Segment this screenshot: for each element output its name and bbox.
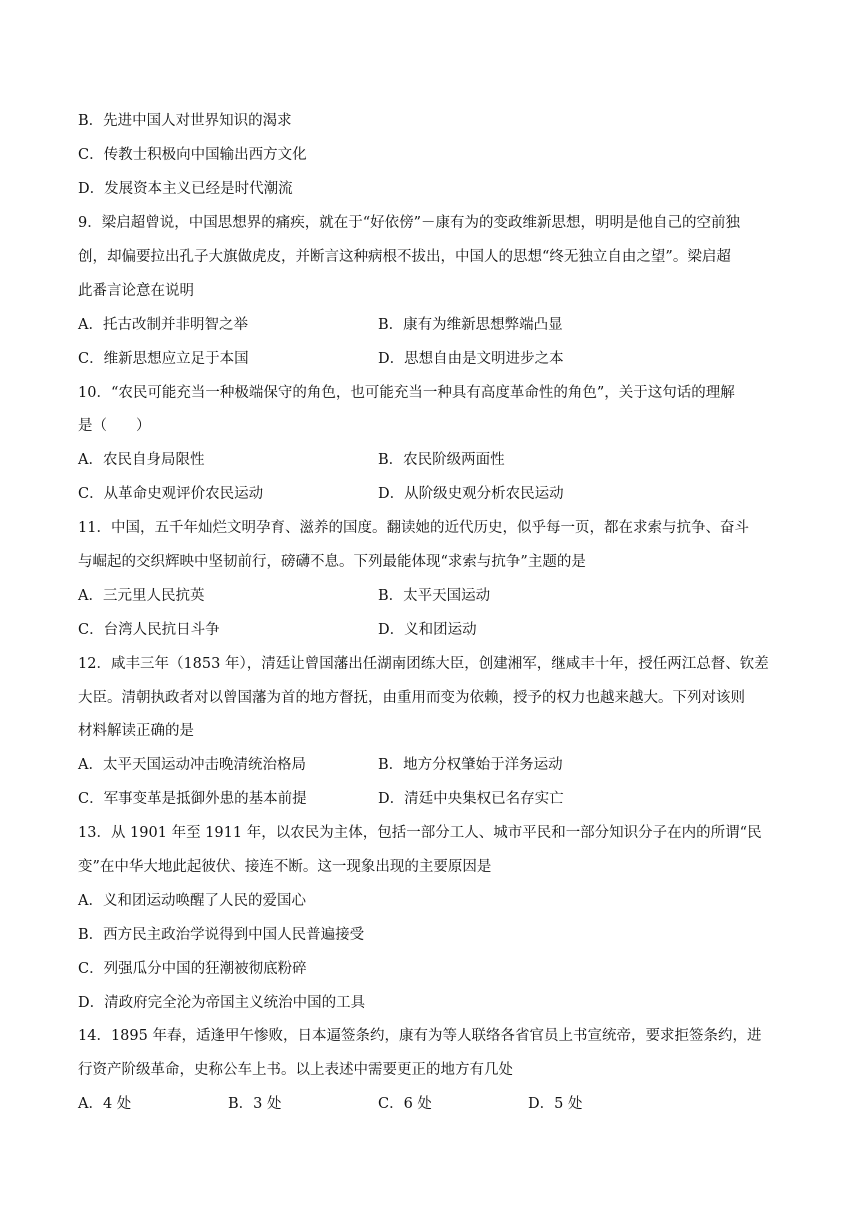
q11-option-c: C．台湾人民抗日斗争 [78, 622, 220, 638]
q13-option-b: B．西方民主政治学说得到中国人民普遍接受 [78, 927, 365, 943]
q13-stem-line-1: 13．从 1901 年至 1911 年，以农民为主体，包括一部分工人、城市平民和一部分知识分子在内的所谓“民 [78, 825, 762, 841]
q10-stem-line-2: 是（ ） [78, 418, 151, 434]
q10-option-b: B．农民阶级两面性 [378, 452, 505, 468]
q14-stem-line-2: 行资产阶级革命，史称公车上书。以上表述中需要更正的地方有几处 [78, 1062, 513, 1078]
q12-option-c: C．军事变革是抵御外患的基本前提 [78, 791, 307, 807]
q10-option-d: D．从阶级史观分析农民运动 [378, 486, 564, 502]
q14-option-b: B．3 处 [228, 1096, 282, 1112]
q12-option-a: A．太平天国运动冲击晚清统治格局 [78, 757, 306, 773]
q13-option-d: D．清政府完全沦为帝国主义统治中国的工具 [78, 995, 366, 1011]
q9-option-b: B．康有为维新思想弊端凸显 [378, 317, 563, 333]
q13-option-c: C．列强瓜分中国的狂潮被彻底粉碎 [78, 961, 307, 977]
q8-option-c: C．传教士积极向中国输出西方文化 [78, 147, 307, 163]
q10-option-a: A．农民自身局限性 [78, 452, 205, 468]
q11-option-a: A．三元里人民抗英 [78, 588, 205, 604]
q12-stem-line-1: 12．咸丰三年（1853 年），清廷让曾国藩出任湖南团练大臣，创建湘军，继咸丰十年，授任两江总督、钦差 [78, 656, 769, 672]
q14-option-a: A．4 处 [78, 1096, 132, 1112]
q13-stem-line-2: 变”在中华大地此起彼伏、接连不断。这一现象出现的主要原因是 [78, 859, 492, 875]
q12-option-b: B．地方分权肇始于洋务运动 [378, 757, 563, 773]
q13-option-a: A．义和团运动唤醒了人民的爱国心 [78, 893, 306, 909]
q12-stem-line-2: 大臣。清朝执政者对以曾国藩为首的地方督抚，由重用而变为依赖，授予的权力也越来越大。下列对该则 [78, 690, 745, 706]
q9-stem-line-3: 此番言论意在说明 [78, 283, 194, 299]
q9-option-d: D．思想自由是文明进步之本 [378, 351, 564, 367]
q11-stem-line-2: 与崛起的交织辉映中坚韧前行，磅礴不息。下列最能体现“求索与抗争”主题的是 [78, 554, 586, 570]
q12-option-d: D．清廷中央集权已名存实亡 [378, 791, 564, 807]
q11-option-b: B．太平天国运动 [378, 588, 491, 604]
q8-option-d: D．发展资本主义已经是时代潮流 [78, 181, 293, 197]
q14-stem-line-1: 14．1895 年春，适逢甲午惨败，日本逼签条约，康有为等人联络各省官员上书宣统帝，要求拒签条约，进 [78, 1028, 762, 1044]
q9-option-c: C．维新思想应立足于本国 [78, 351, 249, 367]
q9-stem-line-1: 9．梁启超曾说，中国思想界的痛疾，就在于“好依傍”－康有为的变政维新思想，明明是他自己的空前独 [78, 215, 741, 231]
q14-option-d: D．5 处 [528, 1096, 583, 1112]
q9-option-a: A．托古改制并非明智之举 [78, 317, 248, 333]
q9-stem-line-2: 创，却偏要拉出孔子大旗做虎皮，并断言这种病根不拔出，中国人的思想“终无独立自由之望”。梁启超 [78, 249, 731, 265]
q10-option-c: C．从革命史观评价农民运动 [78, 486, 264, 502]
q14-option-c: C．6 处 [378, 1096, 432, 1112]
q10-stem-line-1: 10．“农民可能充当一种极端保守的角色，也可能充当一种具有高度革命性的角色”，关于这句话的理解 [78, 385, 735, 401]
q8-option-b: B．先进中国人对世界知识的渴求 [78, 113, 292, 129]
q12-stem-line-3: 材料解读正确的是 [78, 723, 194, 739]
q11-option-d: D．义和团运动 [378, 622, 477, 638]
q11-stem-line-1: 11．中国，五千年灿烂文明孕育、滋养的国度。翻读她的近代历史，似乎每一页，都在求索与抗争、奋斗 [78, 520, 749, 536]
